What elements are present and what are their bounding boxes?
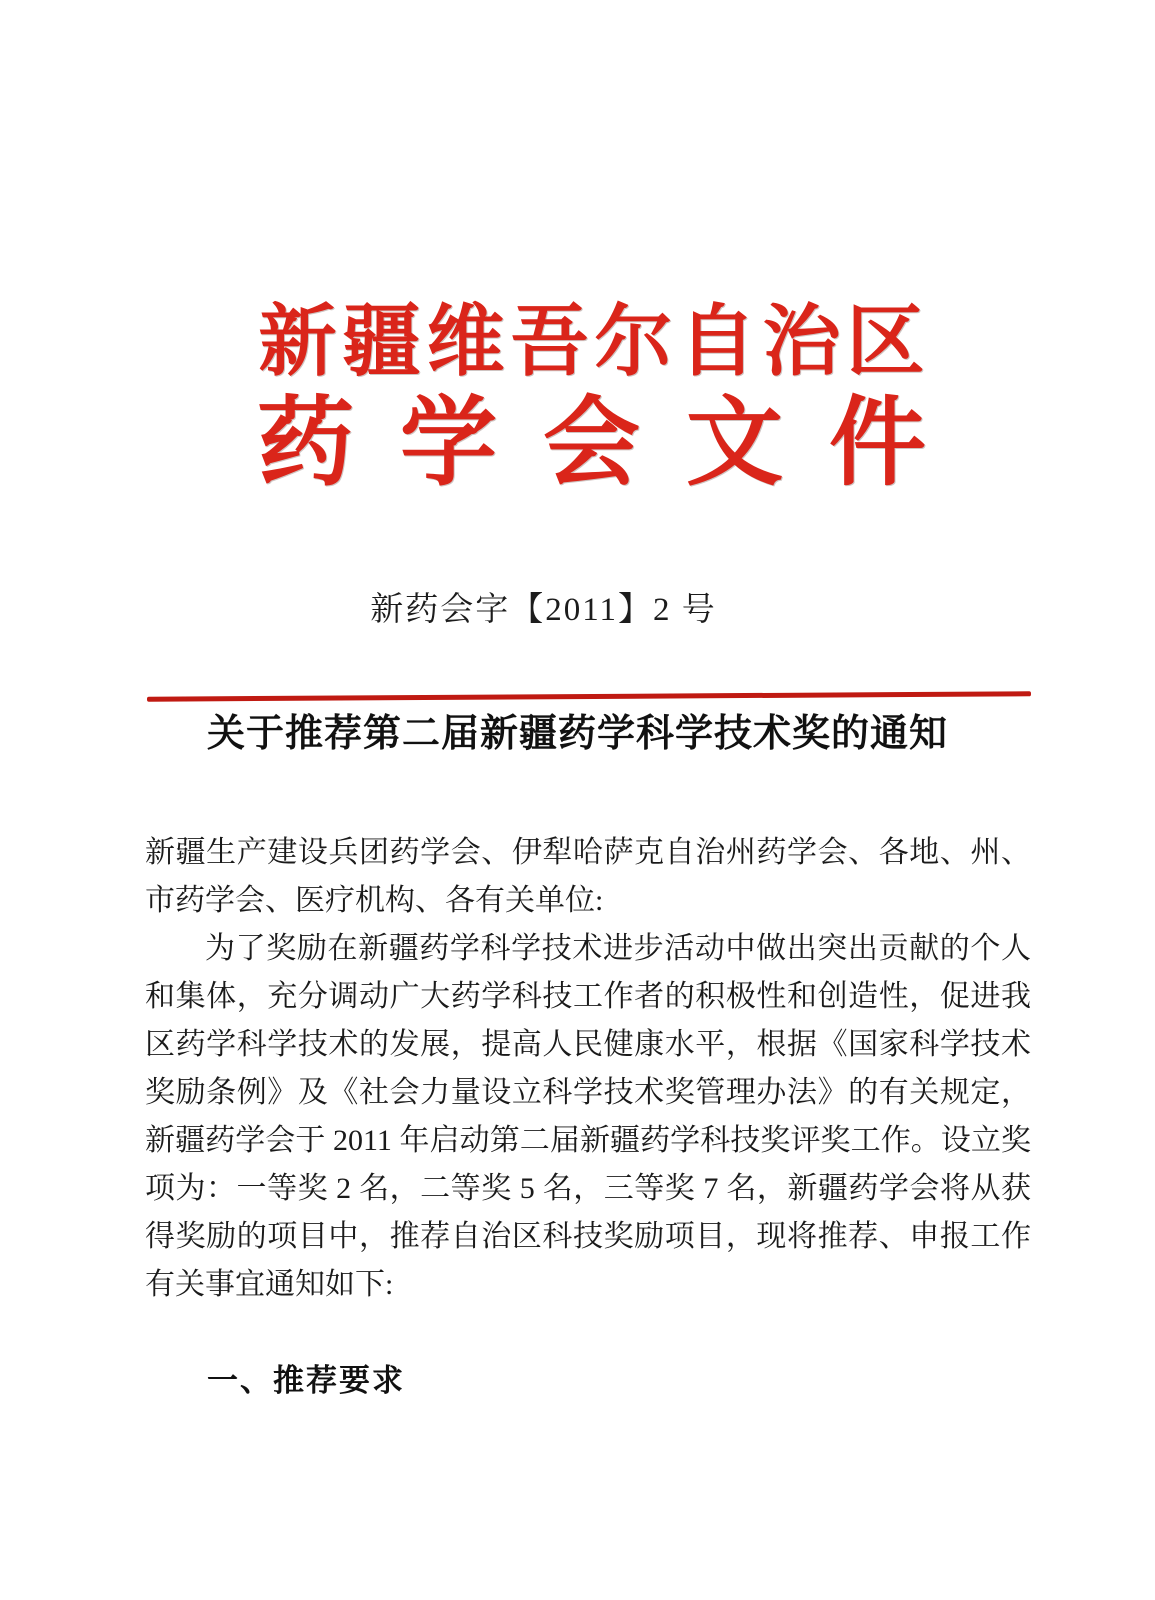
org-name-line1: 新疆维吾尔自治区 bbox=[258, 298, 931, 385]
body-line: 为了奖励在新疆药学科学技术进步活动中做出突出贡献的个人 bbox=[205, 932, 1031, 965]
salutation-line: 市药学会、医疗机构、各有关单位: bbox=[145, 884, 604, 917]
body-line: 有关事宜通知如下: bbox=[145, 1268, 394, 1301]
body-line: 项为：一等奖 2 名，二等奖 5 名，三等奖 7 名，新疆药学会将从获 bbox=[145, 1172, 1031, 1205]
doc-number: 新药会字【2011】2 号 bbox=[370, 592, 717, 628]
body-line: 奖励条例》及《社会力量设立科学技术奖管理办法》的有关规定， bbox=[145, 1076, 1031, 1109]
org-name-line2: 药学会文件 bbox=[257, 390, 972, 497]
body-line: 得奖励的项目中，推荐自治区科技奖励项目，现将推荐、申报工作 bbox=[145, 1220, 1031, 1253]
section-heading: 一、推荐要求 bbox=[207, 1363, 405, 1398]
document-body bbox=[145, 829, 1031, 1309]
body-line: 区药学科学技术的发展，提高人民健康水平，根据《国家科学技术 bbox=[145, 1028, 1031, 1061]
body-line: 新疆药学会于 2011 年启动第二届新疆药学科技奖评奖工作。设立奖 bbox=[145, 1124, 1031, 1157]
red-divider-line bbox=[147, 691, 1031, 701]
document-title: 关于推荐第二届新疆药学科学技术奖的通知 bbox=[206, 713, 948, 755]
body-line: 和集体，充分调动广大药学科技工作者的积极性和创造性，促进我 bbox=[145, 980, 1031, 1013]
letterhead bbox=[14, 290, 1155, 498]
salutation-line: 新疆生产建设兵团药学会、伊犁哈萨克自治州药学会、各地、州、 bbox=[145, 836, 1031, 869]
